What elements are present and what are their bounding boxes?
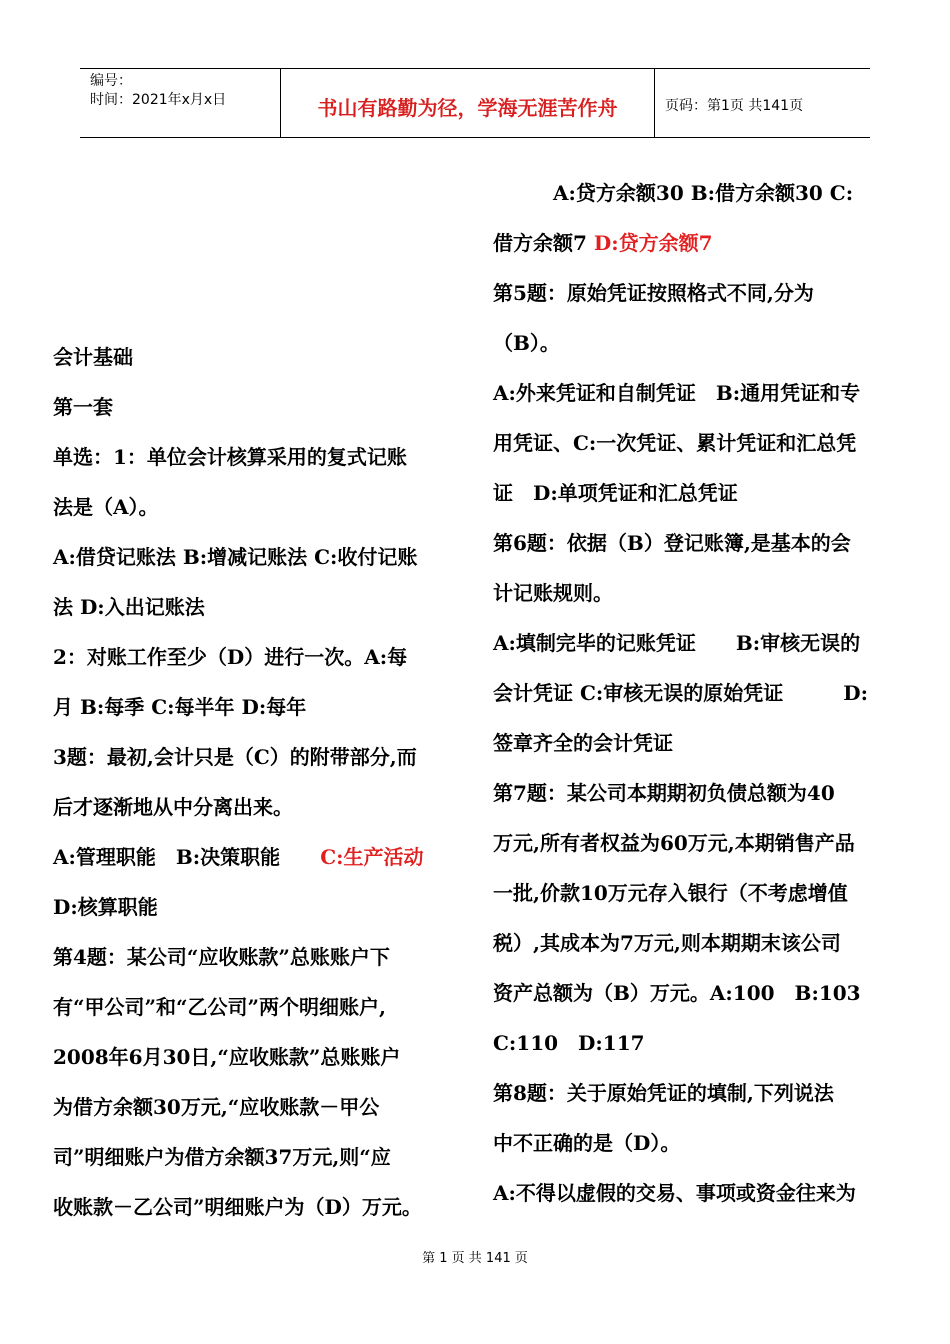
answer-highlight: D:贷方余额7 (593, 231, 713, 255)
line-text: C:110 D:117 (493, 1031, 645, 1055)
motto-text: 书山有路勤为径，学海无涯苦作舟 (317, 96, 618, 120)
page-footer: 第 1 页 共 141 页 (422, 1251, 528, 1266)
line-text: 后才逐渐地从中分离出来。 (53, 795, 293, 819)
text-line (53, 832, 461, 882)
page-header (80, 68, 870, 138)
text-line (493, 368, 898, 418)
line-text: 2008年6月30日,“应收账款”总账账户 (53, 1045, 401, 1069)
line-text: 资产总额为（B）万元。A:100 B:103 (493, 981, 861, 1005)
text-line (493, 818, 898, 868)
text-line (53, 582, 461, 632)
line-text: 签章齐全的会计凭证 (493, 731, 673, 755)
text-line (493, 518, 898, 568)
line-text: （B）。 (493, 331, 560, 355)
line-text: A:管理职能 B:决策职能 (53, 845, 321, 869)
line-text: 计记账规则。 (493, 581, 613, 605)
line-text: 用凭证、C:一次凭证、累计凭证和汇总凭 (493, 431, 857, 455)
line-text: A:填制完毕的记账凭证 B:审核无误的 (493, 631, 861, 655)
text-line (53, 482, 461, 532)
line-text: 有“甲公司”和“乙公司”两个明细账户, (53, 995, 386, 1019)
text-line (493, 918, 898, 968)
line-text: 税）,其成本为7万元,则本期期末该公司 (493, 931, 841, 955)
text-line (53, 432, 461, 482)
code-label: 编号： (90, 73, 132, 89)
line-text: 为借方余额30万元,“应收账款－甲公 (53, 1095, 380, 1119)
text-line (53, 1182, 461, 1232)
line-text: 收账款－乙公司”明细账户为（D）万元。 (53, 1195, 422, 1219)
line-text: 借方余额7 (493, 231, 594, 255)
text-line (53, 882, 461, 932)
line-text: A:不得以虚假的交易、事项或资金往来为 (493, 1181, 856, 1205)
line-text: 证 D:单项凭证和汇总凭证 (493, 481, 738, 505)
line-text: 法 D:入出记账法 (53, 595, 205, 619)
text-line (493, 718, 898, 768)
text-line (493, 268, 898, 318)
answer-highlight: C:生产活动 (320, 845, 424, 869)
text-line (493, 1168, 898, 1218)
text-line (53, 632, 461, 682)
line-text: 司”明细账户为借方余额37万元,则“应 (53, 1145, 391, 1169)
text-line (53, 1082, 461, 1132)
header-meta-cell (80, 69, 281, 137)
right-column (493, 168, 898, 1218)
line-text: 2：对账工作至少（D）进行一次。A:每 (53, 645, 408, 669)
line-text: 会计基础 (53, 345, 133, 369)
text-line (53, 1132, 461, 1182)
line-text: 月 B:每季 C:每半年 D:每年 (53, 695, 307, 719)
line-text: 会计凭证 C:审核无误的原始凭证 D: (493, 681, 868, 705)
text-line (53, 1032, 461, 1082)
text-line (53, 732, 461, 782)
text-line (493, 568, 898, 618)
text-line (493, 768, 898, 818)
line-text: 第一套 (53, 395, 113, 419)
text-line (53, 382, 461, 432)
text-line (493, 468, 898, 518)
line-text: 单选：1：单位会计核算采用的复式记账 (53, 445, 407, 469)
text-line (493, 218, 898, 268)
line-text: 第5题：原始凭证按照格式不同,分为 (493, 281, 814, 305)
line-text: A:借贷记账法 B:增减记账法 C:收付记账 (53, 545, 418, 569)
header-page-cell (655, 69, 870, 137)
text-line (53, 682, 461, 732)
text-line (493, 418, 898, 468)
text-line (493, 868, 898, 918)
text-line (53, 782, 461, 832)
line-text: A:外来凭证和自制凭证 B:通用凭证和专 (493, 381, 861, 405)
text-line (53, 932, 461, 982)
text-line (493, 318, 898, 368)
line-text: A:贷方余额30 B:借方余额30 C: (553, 181, 854, 205)
header-motto-cell (281, 69, 655, 137)
text-line (493, 168, 898, 218)
text-line (493, 1018, 898, 1068)
left-column (53, 332, 461, 1232)
text-line (493, 618, 898, 668)
line-text: 一批,价款10万元存入银行（不考虑增值 (493, 881, 848, 905)
text-line (493, 968, 898, 1018)
page-info: 页码：第1页 共141页 (665, 98, 804, 114)
line-text: 第8题：关于原始凭证的填制,下列说法 (493, 1081, 834, 1105)
date-label: 时间：2021年x月x日 (90, 92, 227, 108)
text-line (493, 1068, 898, 1118)
line-text: 第7题：某公司本期期初负债总额为40 (493, 781, 835, 805)
line-text: 法是（A）。 (53, 495, 159, 519)
text-line (53, 332, 461, 382)
text-line (493, 668, 898, 718)
line-text: 第6题：依据（B）登记账簿,是基本的会 (493, 531, 851, 555)
line-text: 中不正确的是（D）。 (493, 1131, 681, 1155)
line-text: D:核算职能 (53, 895, 158, 919)
line-text: 3题：最初,会计只是（C）的附带部分,而 (53, 745, 417, 769)
text-line (53, 982, 461, 1032)
text-line (493, 1118, 898, 1168)
line-text: 第4题：某公司“应收账款”总账账户下 (53, 945, 390, 969)
line-text: 万元,所有者权益为60万元,本期销售产品 (493, 831, 855, 855)
text-line (53, 532, 461, 582)
